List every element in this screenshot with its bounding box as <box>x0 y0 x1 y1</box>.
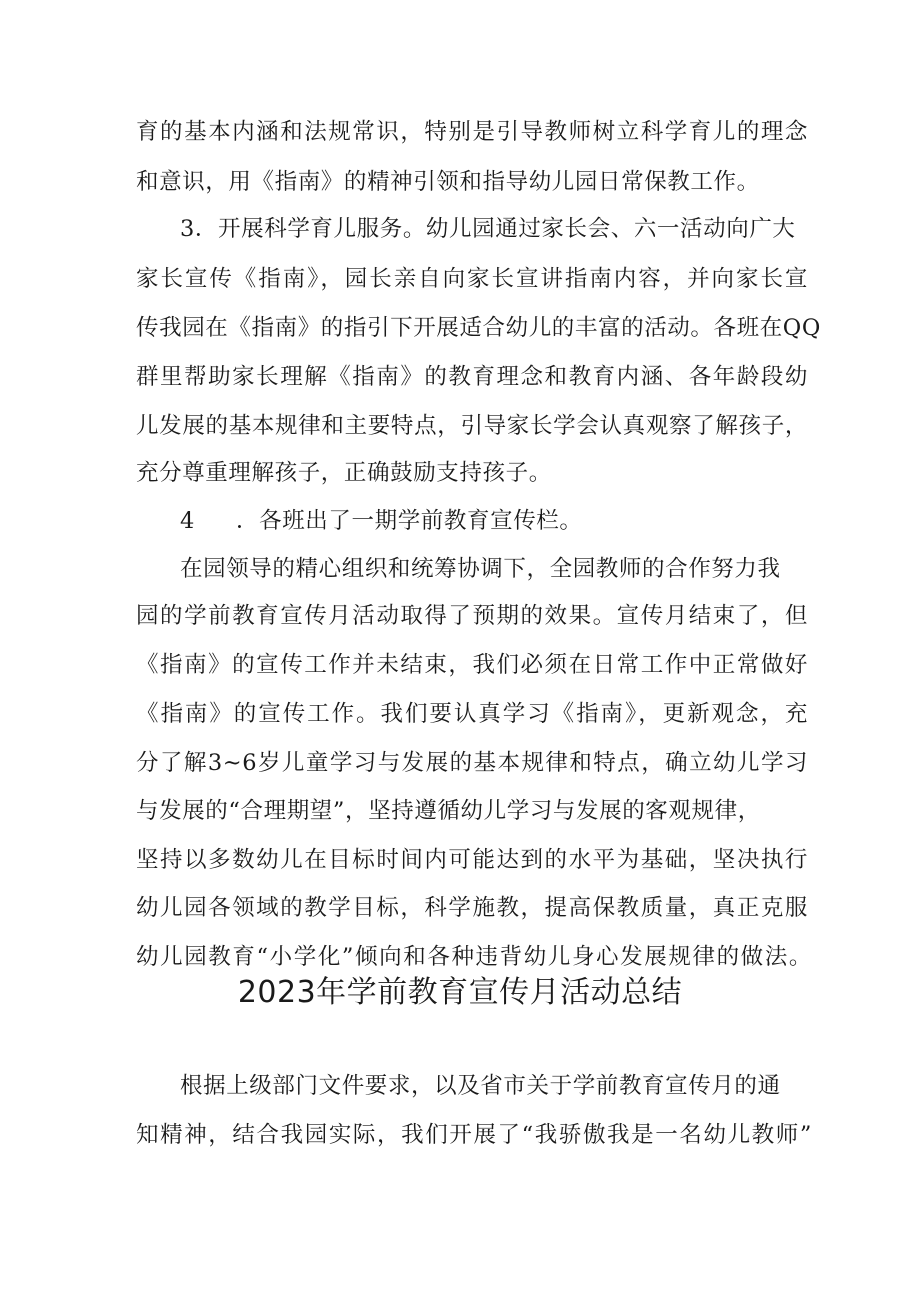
text-line: 3．开展科学育儿服务。幼儿园通过家长会、六一活动向广大 <box>180 216 796 242</box>
text-line: 家长宣传《指南》，园长亲自向家长宣讲指南内容，并向家长宣 <box>136 266 808 292</box>
text-line: 儿发展的基本规律和主要特点，引导家长学会认真观察了解孩子， <box>136 413 808 439</box>
text-line: 在园领导的精心组织和统筹协调下，全园教师的合作努力我 <box>180 556 781 582</box>
text-line: 传我园在《指南》的指引下开展适合幼儿的丰富的活动。各班在QQ <box>136 315 821 341</box>
text-line: 坚持以多数幼儿在目标时间内可能达到的水平为基础，坚决执行 <box>136 847 808 873</box>
text-line: 分了解3~6岁儿童学习与发展的基本规律和特点，确立幼儿学习 <box>136 750 808 776</box>
text-line: 和意识，用《指南》的精神引领和指导幼儿园日常保教工作。 <box>136 169 760 195</box>
list-number: 4 <box>180 508 195 534</box>
text-line: 根据上级部门文件要求，以及省市关于学前教育宣传月的通 <box>180 1073 781 1099</box>
section-title: 2023年学前教育宣传月活动总结 <box>237 975 683 1010</box>
text-line: 群里帮助家长理解《指南》的教育理念和教育内涵、各年龄段幼 <box>136 364 808 390</box>
text-line: 育的基本内涵和法规常识，特别是引导教师树立科学育儿的理念 <box>136 119 808 145</box>
text-line: 幼儿园教育“小学化”倾向和各种违背幼儿身心发展规律的做法。 <box>136 944 812 970</box>
text-line: ．各班出了一期学前教育宣传栏。 <box>236 508 583 534</box>
text-line: 园的学前教育宣传月活动取得了预期的效果。宣传月结束了，但 <box>136 603 808 629</box>
text-line: 《指南》的宣传工作并未结束，我们必须在日常工作中正常做好 <box>136 652 808 678</box>
text-line: 与发展的“合理期望”，坚持遵循幼儿学习与发展的客观规律， <box>136 798 761 824</box>
text-line: 充分尊重理解孩子，正确鼓励支持孩子。 <box>136 460 552 486</box>
text-line: 《指南》的宣传工作。我们要认真学习《指南》，更新观念，充 <box>136 701 808 727</box>
text-line: 幼儿园各领域的教学目标，科学施教，提高保教质量，真正克服 <box>136 895 808 921</box>
text-line: 知精神，结合我园实际，我们开展了“我骄傲我是一名幼儿教师” <box>136 1122 812 1148</box>
